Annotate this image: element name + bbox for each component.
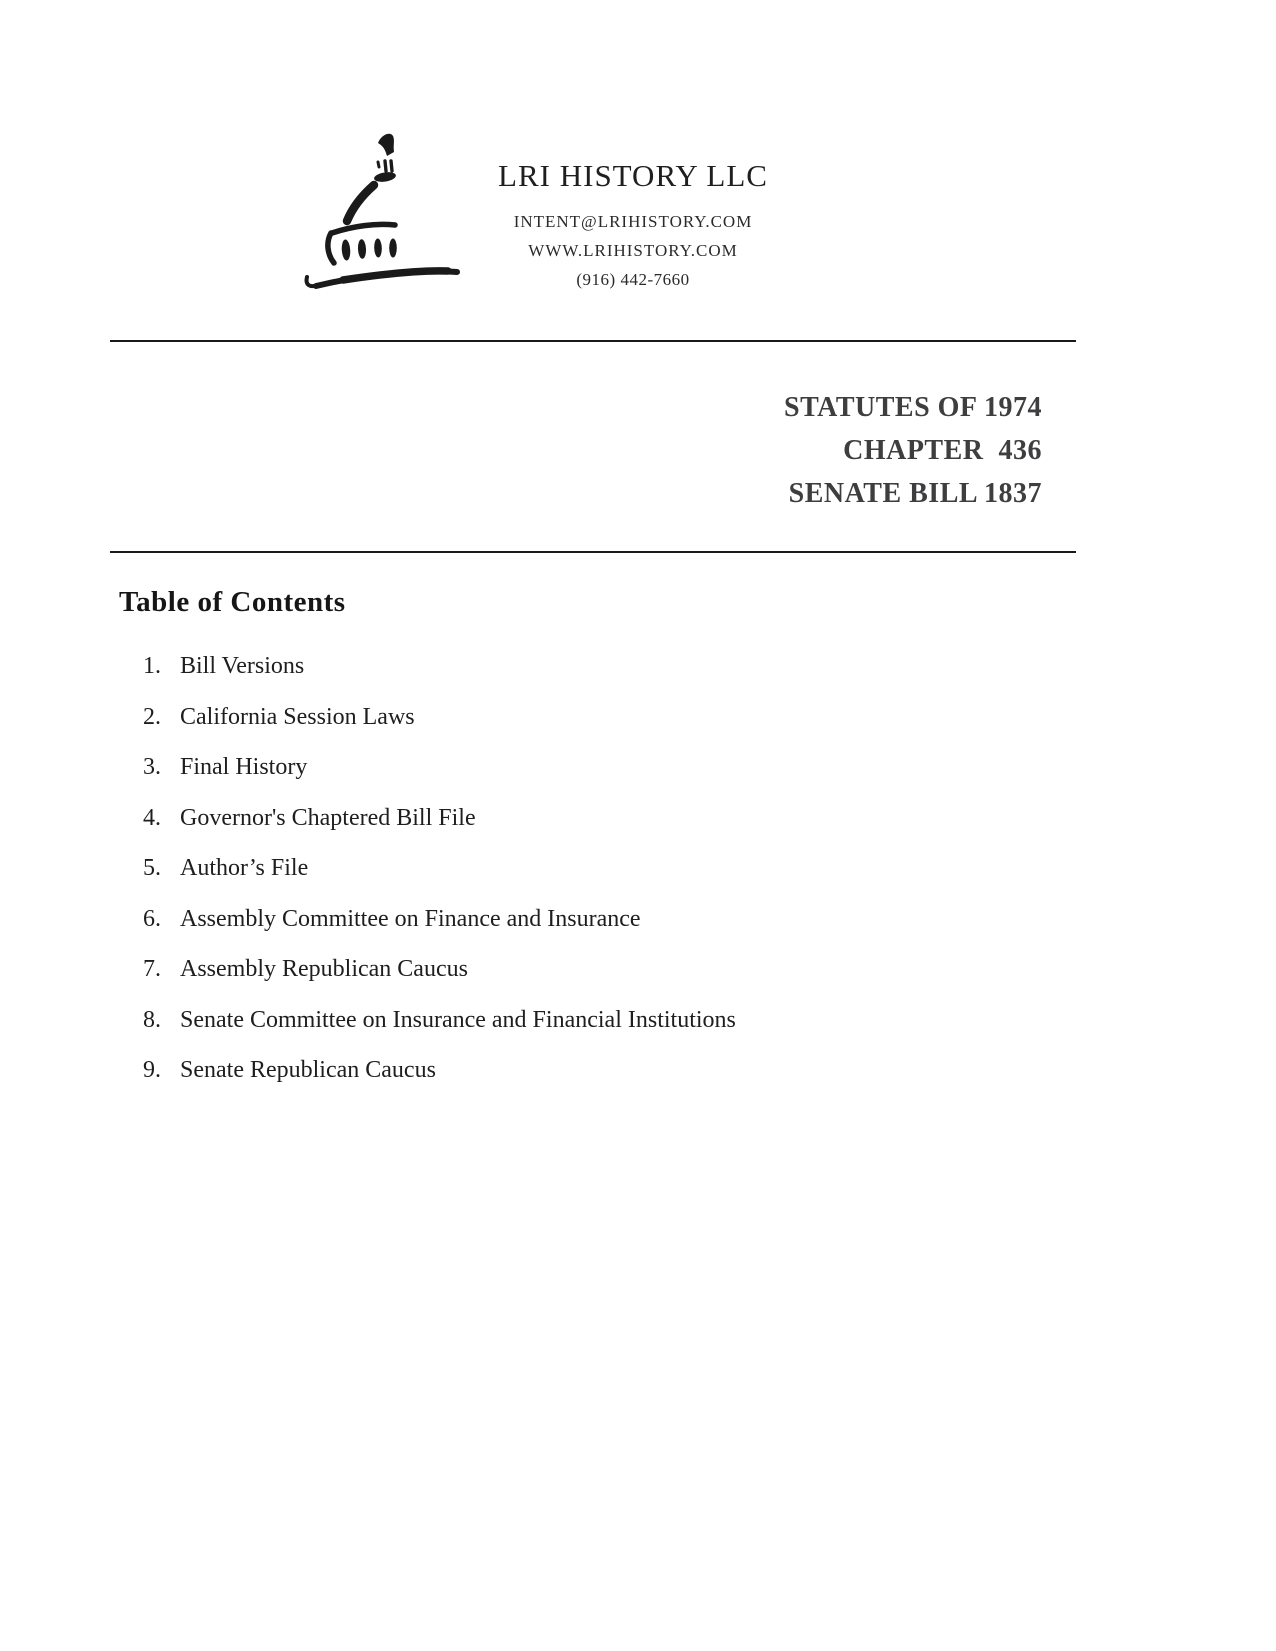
toc-item-final-history [143, 752, 1043, 783]
toc-item-number: 5. [143, 855, 161, 881]
toc-item-number: 3. [143, 754, 161, 780]
toc-item-label: Final History [180, 754, 308, 780]
toc-item-assembly-committee-finance-insurance [143, 904, 1043, 935]
toc-item-number: 6. [143, 905, 161, 932]
toc-item-number: 1. [143, 653, 161, 679]
toc-item-assembly-republican-caucus [143, 954, 1043, 985]
toc-item-number: 4. [143, 804, 161, 831]
company-phone: (916) 442-7660 [576, 270, 690, 289]
capitol-dome-logo-icon [298, 126, 462, 294]
toc-item-number: 2. [143, 703, 161, 730]
toc-item-label: Assembly Republican Caucus [180, 956, 468, 982]
toc-list [143, 651, 1043, 1106]
toc-item-label: Author’s File [180, 855, 309, 881]
toc-item-number: 9. [143, 1057, 161, 1083]
toc-title: Table of Contents [119, 586, 346, 618]
toc-item-label: Bill Versions [180, 653, 305, 679]
divider-top [110, 340, 1076, 342]
toc-item-label: Governor's Chaptered Bill File [180, 804, 476, 831]
statute-reference [784, 386, 1042, 515]
toc-item-senate-committee-insurance-financial [143, 1005, 1043, 1036]
toc-item-label: Senate Committee on Insurance and Financial Institutions [180, 1006, 736, 1033]
chapter-line: CHAPTER 436 [843, 435, 1042, 466]
toc-item-california-session-laws [143, 702, 1043, 733]
toc-item-authors-file [143, 853, 1043, 884]
toc-item-bill-versions [143, 651, 1043, 682]
statutes-line: STATUTES OF 1974 [784, 392, 1042, 423]
toc-item-label: Assembly Committee on Finance and Insurance [180, 905, 641, 932]
company-website: WWW.LRIHISTORY.COM [528, 241, 738, 260]
toc-item-label: Senate Republican Caucus [180, 1057, 436, 1083]
company-email: INTENT@LRIHISTORY.COM [513, 212, 753, 231]
toc-item-label: California Session Laws [180, 703, 415, 730]
senate-bill-line: SENATE BILL 1837 [788, 478, 1042, 509]
toc-item-number: 8. [143, 1006, 161, 1033]
toc-item-senate-republican-caucus [143, 1055, 1043, 1086]
company-name: LRI HISTORY LLC [498, 158, 768, 193]
letterhead [452, 158, 814, 290]
toc-item-governors-chaptered-bill-file [143, 803, 1043, 834]
toc-item-number: 7. [143, 956, 161, 982]
divider-bottom [110, 551, 1076, 553]
